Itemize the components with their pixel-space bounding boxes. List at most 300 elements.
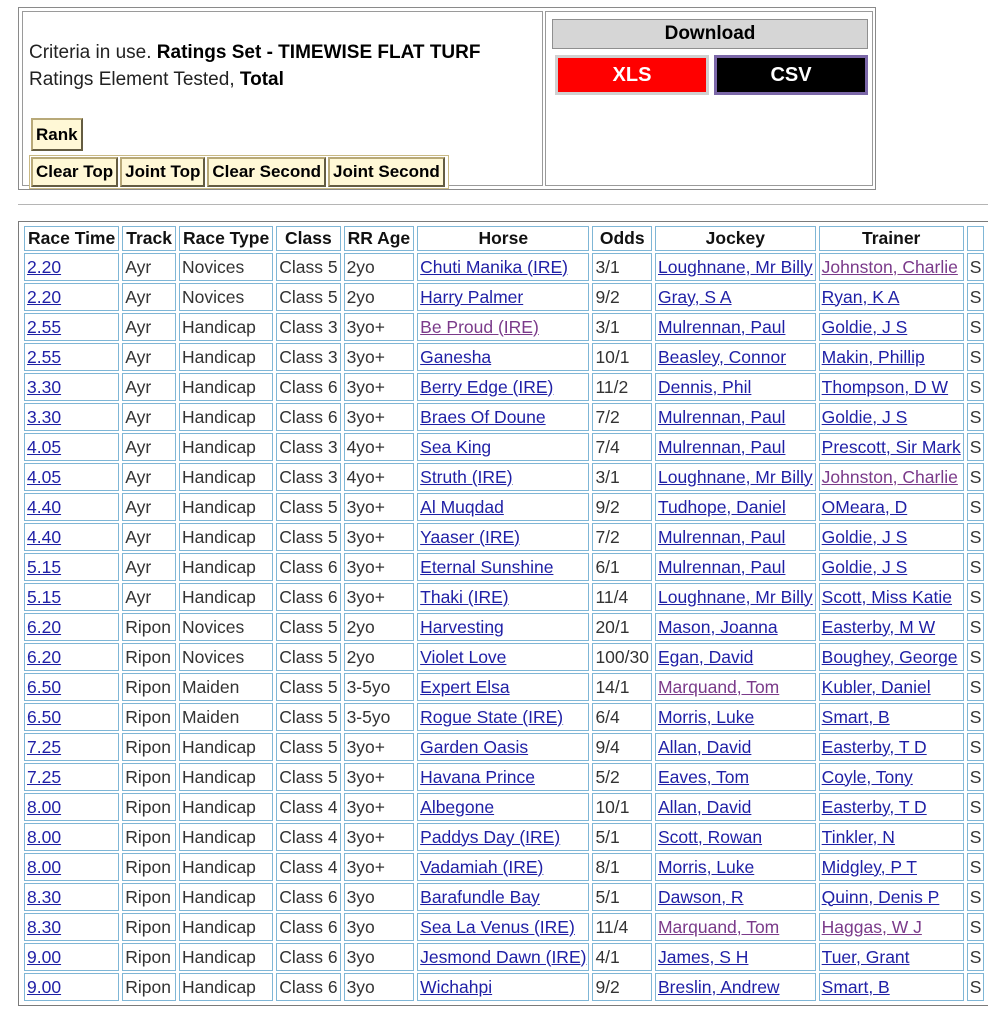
age-cell: 3yo bbox=[346, 916, 375, 937]
class-cell bbox=[276, 643, 340, 671]
trainer-link[interactable]: Tuer, Grant bbox=[821, 946, 910, 967]
table-row bbox=[24, 613, 984, 641]
track-cell bbox=[122, 253, 176, 281]
trainer-link[interactable]: Scott, Miss Katie bbox=[821, 586, 952, 607]
race-time-link[interactable]: 6.50 bbox=[27, 676, 62, 697]
table-row bbox=[24, 793, 984, 821]
race-time-link[interactable]: 8.00 bbox=[27, 826, 62, 847]
race-type-cell bbox=[179, 943, 273, 971]
jockey-cell bbox=[655, 523, 816, 551]
odds-cell bbox=[592, 313, 652, 341]
race-time-cell bbox=[24, 403, 119, 431]
table-row bbox=[24, 703, 984, 731]
class-cell: Class 3 bbox=[279, 466, 338, 487]
trainer-link[interactable]: Prescott, Sir Mark bbox=[821, 436, 961, 457]
odds-cell bbox=[592, 253, 652, 281]
age-cell: 3yo+ bbox=[346, 766, 386, 787]
horse-cell bbox=[417, 313, 589, 341]
trainer-link[interactable]: OMeara, D bbox=[821, 496, 908, 517]
extra-cell: S bbox=[969, 976, 982, 997]
class-cell bbox=[276, 343, 340, 371]
race-time-link[interactable]: 3.30 bbox=[27, 406, 62, 427]
race-type-cell bbox=[179, 523, 273, 551]
age-cell bbox=[344, 853, 415, 881]
trainer-link[interactable]: Goldie, J S bbox=[821, 526, 908, 547]
horse-cell bbox=[417, 283, 589, 311]
age-cell: 4yo+ bbox=[346, 466, 386, 487]
age-cell: 3-5yo bbox=[346, 676, 391, 697]
horse-link[interactable]: Harvesting bbox=[420, 616, 504, 637]
race-time-cell bbox=[24, 583, 119, 611]
extra-cell: S bbox=[969, 916, 982, 937]
horse-cell bbox=[417, 853, 589, 881]
race-time-link[interactable]: 8.30 bbox=[27, 886, 62, 907]
race-type-cell: Handicap bbox=[181, 376, 256, 397]
jockey-cell bbox=[655, 973, 816, 1001]
trainer-link[interactable]: Midgley, P T bbox=[821, 856, 917, 877]
race-type-cell bbox=[179, 823, 273, 851]
trainer-link[interactable]: Kubler, Daniel bbox=[821, 676, 931, 697]
track-cell: Ayr bbox=[125, 526, 152, 547]
horse-link[interactable]: Barafundle Bay bbox=[420, 886, 540, 907]
odds-cell bbox=[592, 583, 652, 611]
track-cell bbox=[122, 343, 176, 371]
header-rr-age[interactable]: RR Age bbox=[344, 226, 415, 251]
extra-cell: S bbox=[969, 526, 982, 547]
trainer-cell bbox=[819, 823, 964, 851]
race-time-link[interactable]: 8.30 bbox=[27, 916, 62, 937]
jockey-link[interactable]: Beasley, Connor bbox=[657, 346, 787, 367]
horse-link[interactable]: Struth (IRE) bbox=[420, 466, 513, 487]
race-time-link[interactable]: 2.20 bbox=[27, 256, 62, 277]
horse-link[interactable]: Be Proud (IRE) bbox=[420, 316, 539, 337]
horse-link[interactable]: Eternal Sunshine bbox=[420, 556, 554, 577]
table-row bbox=[24, 283, 984, 311]
odds-cell: 7/2 bbox=[595, 406, 620, 427]
track-cell: Ayr bbox=[125, 586, 152, 607]
class-cell: Class 5 bbox=[279, 736, 338, 757]
track-cell bbox=[122, 463, 176, 491]
jockey-cell bbox=[655, 283, 816, 311]
extra-cell: S bbox=[969, 856, 982, 877]
trainer-cell bbox=[819, 973, 964, 1001]
horse-link[interactable]: Violet Love bbox=[420, 646, 507, 667]
race-time-link[interactable]: 2.55 bbox=[27, 346, 62, 367]
track-cell: Ripon bbox=[125, 886, 171, 907]
trainer-link[interactable]: Goldie, J S bbox=[821, 316, 908, 337]
horse-link[interactable]: Garden Oasis bbox=[420, 736, 529, 757]
horse-cell bbox=[417, 703, 589, 731]
jockey-link[interactable]: Allan, David bbox=[657, 736, 752, 757]
race-time-link[interactable]: 4.05 bbox=[27, 436, 62, 457]
jockey-link[interactable]: James, S H bbox=[657, 946, 749, 967]
horse-link[interactable]: Sea King bbox=[420, 436, 492, 457]
jockey-cell bbox=[655, 613, 816, 641]
jockey-cell bbox=[655, 343, 816, 371]
horse-link[interactable]: Paddys Day (IRE) bbox=[420, 826, 561, 847]
odds-cell: 10/1 bbox=[595, 346, 630, 367]
rank-button[interactable]: Rank bbox=[31, 118, 83, 151]
track-cell bbox=[122, 763, 176, 791]
race-type-cell: Handicap bbox=[181, 826, 256, 847]
age-cell bbox=[344, 643, 415, 671]
jockey-link[interactable]: Tudhope, Daniel bbox=[657, 496, 786, 517]
jockey-link[interactable]: Mulrennan, Paul bbox=[657, 316, 786, 337]
horse-cell bbox=[417, 913, 589, 941]
extra-cell bbox=[967, 913, 985, 941]
extra-cell: S bbox=[969, 496, 982, 517]
trainer-link[interactable]: Smart, B bbox=[821, 706, 890, 727]
header-jockey[interactable]: Jockey bbox=[655, 226, 816, 251]
extra-cell bbox=[967, 313, 985, 341]
jockey-cell bbox=[655, 463, 816, 491]
clear-top-button[interactable]: Clear Top bbox=[31, 157, 118, 187]
odds-cell: 6/4 bbox=[595, 706, 620, 727]
race-type-cell: Handicap bbox=[181, 526, 256, 547]
extra-cell bbox=[967, 883, 985, 911]
trainer-link[interactable]: Tinkler, N bbox=[821, 826, 895, 847]
class-cell: Class 5 bbox=[279, 766, 338, 787]
class-cell bbox=[276, 253, 340, 281]
jockey-link[interactable]: Mulrennan, Paul bbox=[657, 556, 786, 577]
race-time-cell bbox=[24, 703, 119, 731]
clear-second-button[interactable]: Clear Second bbox=[207, 157, 326, 187]
jockey-link[interactable]: Marquand, Tom bbox=[657, 676, 780, 697]
horse-cell bbox=[417, 523, 589, 551]
track-cell: Ripon bbox=[125, 976, 171, 997]
jockey-link[interactable]: Dennis, Phil bbox=[657, 376, 752, 397]
jockey-link[interactable]: Breslin, Andrew bbox=[657, 976, 780, 997]
trainer-link[interactable]: Easterby, T D bbox=[821, 736, 927, 757]
class-cell: Class 3 bbox=[279, 436, 338, 457]
age-cell bbox=[344, 973, 415, 1001]
race-time-link[interactable]: 4.40 bbox=[27, 496, 62, 517]
odds-cell bbox=[592, 523, 652, 551]
ratings-element-line bbox=[29, 69, 284, 91]
trainer-link[interactable]: Ryan, K A bbox=[821, 286, 900, 307]
horse-link[interactable]: Havana Prince bbox=[420, 766, 535, 787]
race-type-cell bbox=[179, 403, 273, 431]
odds-cell bbox=[592, 463, 652, 491]
race-type-cell: Handicap bbox=[181, 946, 256, 967]
age-cell: 3yo+ bbox=[346, 736, 386, 757]
trainer-link[interactable]: Haggas, W J bbox=[821, 916, 922, 937]
horse-link[interactable]: Jesmond Dawn (IRE) bbox=[420, 946, 587, 967]
table-row bbox=[24, 973, 984, 1001]
track-cell bbox=[122, 493, 176, 521]
trainer-link[interactable]: Johnston, Charlie bbox=[821, 256, 958, 277]
race-time-link[interactable]: 4.40 bbox=[27, 526, 62, 547]
race-time-link[interactable]: 6.20 bbox=[27, 616, 62, 637]
download-box bbox=[545, 11, 873, 186]
trainer-link[interactable]: Quinn, Denis P bbox=[821, 886, 940, 907]
age-cell: 3yo+ bbox=[346, 856, 386, 877]
odds-cell: 9/2 bbox=[595, 976, 620, 997]
race-type-cell: Maiden bbox=[181, 706, 240, 727]
race-time-link[interactable]: 4.05 bbox=[27, 466, 62, 487]
jockey-link[interactable]: Loughnane, Mr Billy bbox=[657, 256, 813, 277]
track-cell: Ayr bbox=[125, 406, 152, 427]
age-cell: 3yo+ bbox=[346, 376, 386, 397]
race-type-cell: Handicap bbox=[181, 916, 256, 937]
odds-cell: 5/1 bbox=[595, 826, 620, 847]
jockey-cell bbox=[655, 643, 816, 671]
jockey-link[interactable]: Loughnane, Mr Billy bbox=[657, 586, 813, 607]
table-row bbox=[24, 253, 984, 281]
class-cell bbox=[276, 313, 340, 341]
trainer-link[interactable]: Goldie, J S bbox=[821, 556, 908, 577]
header-trainer[interactable]: Trainer bbox=[819, 226, 964, 251]
class-cell bbox=[276, 943, 340, 971]
class-cell: Class 5 bbox=[279, 706, 338, 727]
age-cell bbox=[344, 373, 415, 401]
race-time-link[interactable]: 6.20 bbox=[27, 646, 62, 667]
extra-cell bbox=[967, 343, 985, 371]
race-type-cell: Handicap bbox=[181, 886, 256, 907]
download-csv-button[interactable]: CSV bbox=[714, 55, 868, 95]
race-type-cell: Handicap bbox=[181, 796, 256, 817]
download-xls-button[interactable]: XLS bbox=[555, 55, 709, 95]
extra-cell: S bbox=[969, 406, 982, 427]
header-race-time[interactable]: Race Time bbox=[24, 226, 119, 251]
age-cell: 3yo bbox=[346, 946, 375, 967]
race-time-link[interactable]: 8.00 bbox=[27, 796, 62, 817]
table-row bbox=[24, 943, 984, 971]
race-type-cell: Novices bbox=[181, 616, 245, 637]
jockey-link[interactable]: Allan, David bbox=[657, 796, 752, 817]
extra-cell bbox=[967, 463, 985, 491]
trainer-cell bbox=[819, 493, 964, 521]
header-extra bbox=[967, 226, 985, 251]
race-type-cell: Handicap bbox=[181, 856, 256, 877]
horse-link[interactable]: Albegone bbox=[420, 796, 495, 817]
jockey-link[interactable]: Mulrennan, Paul bbox=[657, 406, 786, 427]
jockey-link[interactable]: Mulrennan, Paul bbox=[657, 436, 786, 457]
age-cell: 3yo+ bbox=[346, 346, 386, 367]
joint-top-button[interactable]: Joint Top bbox=[120, 157, 205, 187]
age-cell bbox=[344, 883, 415, 911]
jockey-link[interactable]: Dawson, R bbox=[657, 886, 744, 907]
horse-link[interactable]: Chuti Manika (IRE) bbox=[420, 256, 568, 277]
age-cell bbox=[344, 763, 415, 791]
odds-cell: 11/4 bbox=[595, 586, 629, 607]
trainer-cell bbox=[819, 373, 964, 401]
trainer-cell bbox=[819, 943, 964, 971]
race-time-link[interactable]: 2.20 bbox=[27, 286, 62, 307]
age-cell: 2yo bbox=[346, 256, 375, 277]
trainer-link[interactable]: Makin, Phillip bbox=[821, 346, 925, 367]
horse-link[interactable]: Wichahpi bbox=[420, 976, 493, 997]
horse-cell bbox=[417, 973, 589, 1001]
header-track[interactable]: Track bbox=[122, 226, 176, 251]
trainer-link[interactable]: Easterby, M W bbox=[821, 616, 936, 637]
race-time-link[interactable]: 2.55 bbox=[27, 316, 62, 337]
jockey-link[interactable]: Loughnane, Mr Billy bbox=[657, 466, 813, 487]
age-cell: 3yo+ bbox=[346, 826, 386, 847]
jockey-link[interactable]: Morris, Luke bbox=[657, 856, 755, 877]
horse-cell bbox=[417, 823, 589, 851]
jockey-link[interactable]: Mulrennan, Paul bbox=[657, 526, 786, 547]
horse-link[interactable]: Yaaser (IRE) bbox=[420, 526, 520, 547]
class-cell: Class 5 bbox=[279, 286, 338, 307]
race-type-cell bbox=[179, 973, 273, 1001]
jockey-link[interactable]: Gray, S A bbox=[657, 286, 732, 307]
track-cell bbox=[122, 703, 176, 731]
table-row bbox=[24, 823, 984, 851]
horse-cell bbox=[417, 763, 589, 791]
race-time-link[interactable]: 7.25 bbox=[27, 766, 62, 787]
jockey-link[interactable]: Morris, Luke bbox=[657, 706, 755, 727]
trainer-link[interactable]: Boughey, George bbox=[821, 646, 958, 667]
ratings-element-value: Total bbox=[239, 69, 284, 90]
race-time-link[interactable]: 5.15 bbox=[27, 586, 62, 607]
race-type-cell bbox=[179, 853, 273, 881]
odds-cell: 3/1 bbox=[595, 256, 620, 277]
race-time-cell bbox=[24, 613, 119, 641]
race-type-cell: Handicap bbox=[181, 976, 256, 997]
race-time-cell bbox=[24, 433, 119, 461]
class-cell bbox=[276, 883, 340, 911]
jockey-link[interactable]: Marquand, Tom bbox=[657, 916, 780, 937]
race-time-link[interactable]: 6.50 bbox=[27, 706, 62, 727]
race-time-link[interactable]: 3.30 bbox=[27, 376, 62, 397]
extra-cell bbox=[967, 253, 985, 281]
class-cell bbox=[276, 763, 340, 791]
race-type-cell bbox=[179, 553, 273, 581]
horse-cell bbox=[417, 673, 589, 701]
table-row bbox=[24, 493, 984, 521]
track-cell bbox=[122, 883, 176, 911]
extra-cell: S bbox=[969, 736, 982, 757]
class-cell: Class 5 bbox=[279, 616, 338, 637]
trainer-link[interactable]: Johnston, Charlie bbox=[821, 466, 958, 487]
track-cell bbox=[122, 313, 176, 341]
race-type-cell bbox=[179, 463, 273, 491]
track-cell: Ripon bbox=[125, 826, 171, 847]
extra-cell bbox=[967, 973, 985, 1001]
class-cell: Class 6 bbox=[279, 586, 338, 607]
results-table-container bbox=[18, 221, 988, 1006]
horse-link[interactable]: Al Muqdad bbox=[420, 496, 504, 517]
race-time-cell bbox=[24, 253, 119, 281]
race-time-link[interactable]: 7.25 bbox=[27, 736, 62, 757]
trainer-cell bbox=[819, 343, 964, 371]
horse-link[interactable]: Rogue State (IRE) bbox=[420, 706, 564, 727]
race-time-cell bbox=[24, 493, 119, 521]
extra-cell bbox=[967, 433, 985, 461]
extra-cell: S bbox=[969, 556, 982, 577]
trainer-link[interactable]: Easterby, T D bbox=[821, 796, 927, 817]
horse-cell bbox=[417, 643, 589, 671]
class-cell: Class 4 bbox=[279, 796, 338, 817]
horse-link[interactable]: Expert Elsa bbox=[420, 676, 510, 697]
table-row bbox=[24, 643, 984, 671]
extra-cell: S bbox=[969, 796, 982, 817]
odds-cell: 9/4 bbox=[595, 736, 620, 757]
age-cell: 3yo+ bbox=[346, 556, 386, 577]
race-time-cell bbox=[24, 913, 119, 941]
results-table bbox=[21, 224, 987, 1003]
age-cell bbox=[344, 583, 415, 611]
class-cell: Class 6 bbox=[279, 556, 338, 577]
table-row bbox=[24, 433, 984, 461]
extra-cell: S bbox=[969, 706, 982, 727]
age-cell: 4yo+ bbox=[346, 436, 386, 457]
extra-cell bbox=[967, 613, 985, 641]
table-row bbox=[24, 883, 984, 911]
jockey-cell bbox=[655, 823, 816, 851]
joint-second-button[interactable]: Joint Second bbox=[328, 157, 445, 187]
age-cell: 2yo bbox=[346, 646, 375, 667]
header-race-type[interactable]: Race Type bbox=[179, 226, 273, 251]
jockey-link[interactable]: Egan, David bbox=[657, 646, 754, 667]
class-cell: Class 5 bbox=[279, 496, 338, 517]
jockey-link[interactable]: Mason, Joanna bbox=[657, 616, 778, 637]
header-class[interactable]: Class bbox=[276, 226, 340, 251]
horse-link[interactable]: Harry Palmer bbox=[420, 286, 524, 307]
horse-link[interactable]: Braes Of Doune bbox=[420, 406, 546, 427]
extra-cell bbox=[967, 823, 985, 851]
trainer-link[interactable]: Thompson, D W bbox=[821, 376, 949, 397]
class-cell: Class 6 bbox=[279, 916, 338, 937]
horse-cell bbox=[417, 373, 589, 401]
race-time-link[interactable]: 9.00 bbox=[27, 976, 62, 997]
age-cell: 3yo+ bbox=[346, 496, 386, 517]
race-time-cell bbox=[24, 763, 119, 791]
age-cell bbox=[344, 523, 415, 551]
extra-cell: S bbox=[969, 766, 982, 787]
results-body bbox=[24, 253, 984, 1001]
race-time-link[interactable]: 8.00 bbox=[27, 856, 62, 877]
odds-cell bbox=[592, 883, 652, 911]
class-cell bbox=[276, 583, 340, 611]
trainer-link[interactable]: Smart, B bbox=[821, 976, 890, 997]
jockey-link[interactable]: Eaves, Tom bbox=[657, 766, 750, 787]
track-cell: Ripon bbox=[125, 766, 171, 787]
extra-cell bbox=[967, 643, 985, 671]
horse-link[interactable]: Sea La Venus (IRE) bbox=[420, 916, 575, 937]
horse-link[interactable]: Vadamiah (IRE) bbox=[420, 856, 544, 877]
race-time-link[interactable]: 9.00 bbox=[27, 946, 62, 967]
trainer-link[interactable]: Coyle, Tony bbox=[821, 766, 913, 787]
horse-link[interactable]: Ganesha bbox=[420, 346, 492, 367]
trainer-cell bbox=[819, 883, 964, 911]
class-cell: Class 6 bbox=[279, 406, 338, 427]
horse-link[interactable]: Thaki (IRE) bbox=[420, 586, 509, 607]
jockey-cell bbox=[655, 913, 816, 941]
trainer-link[interactable]: Goldie, J S bbox=[821, 406, 908, 427]
track-cell: Ripon bbox=[125, 856, 171, 877]
trainer-cell bbox=[819, 793, 964, 821]
extra-cell bbox=[967, 703, 985, 731]
class-cell: Class 5 bbox=[279, 256, 338, 277]
extra-cell: S bbox=[969, 436, 982, 457]
class-cell bbox=[276, 913, 340, 941]
trainer-cell bbox=[819, 463, 964, 491]
trainer-cell bbox=[819, 583, 964, 611]
race-time-cell bbox=[24, 463, 119, 491]
race-type-cell: Novices bbox=[181, 256, 245, 277]
race-time-link[interactable]: 5.15 bbox=[27, 556, 62, 577]
header-horse[interactable]: Horse bbox=[417, 226, 589, 251]
track-cell: Ripon bbox=[125, 946, 171, 967]
age-cell bbox=[344, 283, 415, 311]
jockey-cell bbox=[655, 733, 816, 761]
horse-link[interactable]: Berry Edge (IRE) bbox=[420, 376, 554, 397]
header-odds[interactable]: Odds bbox=[592, 226, 652, 251]
track-cell: Ayr bbox=[125, 256, 152, 277]
jockey-link[interactable]: Scott, Rowan bbox=[657, 826, 763, 847]
